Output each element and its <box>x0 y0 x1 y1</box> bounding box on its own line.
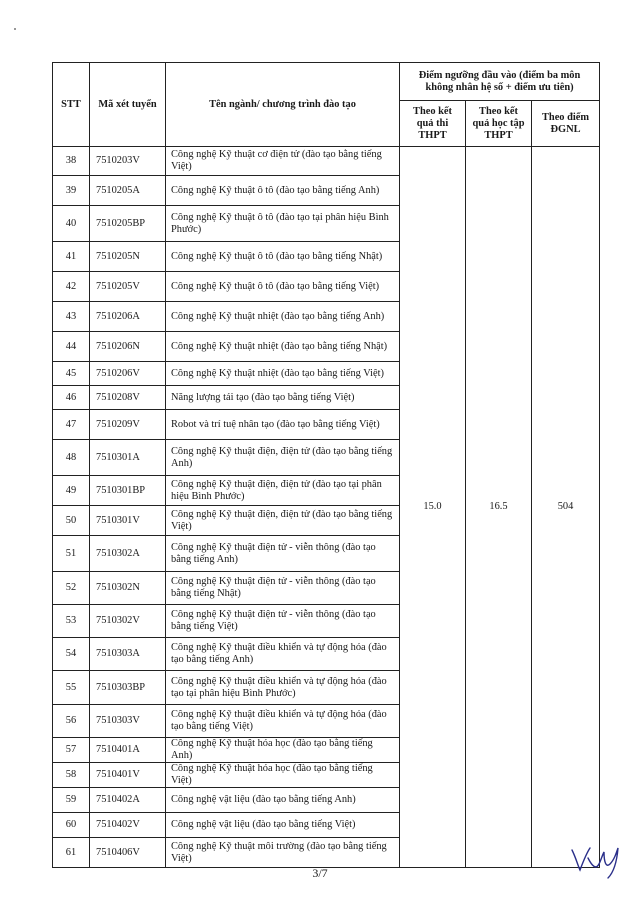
row-program-name: Công nghệ Kỹ thuật ô tô (đào tạo bằng tiếng Anh) <box>166 176 400 206</box>
row-admission-code: 7510203V <box>90 147 166 176</box>
row-admission-code: 7510402A <box>90 788 166 813</box>
row-stt: 38 <box>53 147 90 176</box>
row-stt: 57 <box>53 738 90 763</box>
row-stt: 41 <box>53 242 90 272</box>
row-program-name: Công nghệ Kỹ thuật hóa học (đào tạo bằng tiếng Việt) <box>166 763 400 788</box>
row-program-name: Công nghệ Kỹ thuật môi trường (đào tạo bằng tiếng Việt) <box>166 838 400 868</box>
row-program-name: Công nghệ Kỹ thuật nhiệt (đào tạo bằng tiếng Nhật) <box>166 332 400 362</box>
row-stt: 42 <box>53 272 90 302</box>
row-program-name: Công nghệ Kỹ thuật điều khiển và tự động hóa (đào tạo tại phân hiệu Bình Phước) <box>166 671 400 705</box>
page-number: 3/7 <box>312 866 328 880</box>
row-program-name: Công nghệ Kỹ thuật điện, điện tử (đào tạo bằng tiếng Anh) <box>166 440 400 476</box>
row-admission-code: 7510401A <box>90 738 166 763</box>
row-stt: 45 <box>53 362 90 386</box>
row-program-name: Công nghệ vật liệu (đào tạo bằng tiếng Việt) <box>166 813 400 838</box>
row-program-name: Công nghệ Kỹ thuật ô tô (đào tạo tại phân hiệu Bình Phước) <box>166 206 400 242</box>
row-admission-code: 7510206N <box>90 332 166 362</box>
row-admission-code: 7510301A <box>90 440 166 476</box>
row-stt: 60 <box>53 813 90 838</box>
row-admission-code: 7510303BP <box>90 671 166 705</box>
row-program-name: Robot và trí tuệ nhân tạo (đào tạo bằng tiếng Việt) <box>166 410 400 440</box>
row-admission-code: 7510301BP <box>90 476 166 506</box>
row-admission-code: 7510209V <box>90 410 166 440</box>
row-program-name: Công nghệ Kỹ thuật nhiệt (đào tạo bằng tiếng Việt) <box>166 362 400 386</box>
header-dgnl: Theo điểm ĐGNL <box>532 101 600 147</box>
row-stt: 54 <box>53 638 90 671</box>
row-stt: 55 <box>53 671 90 705</box>
header-threshold-group: Điểm ngưỡng đầu vào (điểm ba môn không nhân hệ số + điểm ưu tiên) <box>400 63 600 101</box>
row-stt: 56 <box>53 705 90 738</box>
row-program-name: Công nghệ Kỹ thuật nhiệt (đào tạo bằng tiếng Anh) <box>166 302 400 332</box>
row-admission-code: 7510303A <box>90 638 166 671</box>
row-admission-code: 7510303V <box>90 705 166 738</box>
header-stt: STT <box>53 63 90 147</box>
header-program: Tên ngành/ chương trình đào tạo <box>166 63 400 147</box>
signature-initials <box>568 840 630 880</box>
row-program-name: Công nghệ Kỹ thuật cơ điện tử (đào tạo bằng tiếng Việt) <box>166 147 400 176</box>
row-admission-code: 7510208V <box>90 386 166 410</box>
table-row <box>53 147 600 176</box>
row-stt: 58 <box>53 763 90 788</box>
row-stt: 49 <box>53 476 90 506</box>
row-admission-code: 7510205N <box>90 242 166 272</box>
admissions-threshold-table <box>52 62 600 868</box>
row-stt: 47 <box>53 410 90 440</box>
row-stt: 50 <box>53 506 90 536</box>
row-program-name: Công nghệ Kỹ thuật hóa học (đào tạo bằng tiếng Anh) <box>166 738 400 763</box>
row-program-name: Công nghệ Kỹ thuật điện tử - viễn thông (đào tạo bằng tiếng Nhật) <box>166 572 400 605</box>
row-program-name: Công nghệ Kỹ thuật điện tử - viễn thông (đào tạo bằng tiếng Anh) <box>166 536 400 572</box>
row-stt: 48 <box>53 440 90 476</box>
row-stt: 43 <box>53 302 90 332</box>
row-admission-code: 7510406V <box>90 838 166 868</box>
row-stt: 53 <box>53 605 90 638</box>
row-program-name: Công nghệ vật liệu (đào tạo bằng tiếng Anh) <box>166 788 400 813</box>
header-transcript: Theo kết quả học tập THPT <box>466 101 532 147</box>
row-program-name: Công nghệ Kỹ thuật điện, điện tử (đào tạo tại phân hiệu Bình Phước) <box>166 476 400 506</box>
row-program-name: Công nghệ Kỹ thuật ô tô (đào tạo bằng tiếng Việt) <box>166 272 400 302</box>
row-admission-code: 7510302A <box>90 536 166 572</box>
row-admission-code: 7510302N <box>90 572 166 605</box>
table-body <box>53 147 600 868</box>
row-admission-code: 7510205V <box>90 272 166 302</box>
row-admission-code: 7510301V <box>90 506 166 536</box>
row-program-name: Công nghệ Kỹ thuật điện, điện tử (đào tạo bằng tiếng Việt) <box>166 506 400 536</box>
row-stt: 39 <box>53 176 90 206</box>
row-admission-code: 7510401V <box>90 763 166 788</box>
row-program-name: Công nghệ Kỹ thuật điều khiển và tự động hóa (đào tạo bằng tiếng Việt) <box>166 705 400 738</box>
header-thpt-exam: Theo kết quả thi THPT <box>400 101 466 147</box>
row-stt: 44 <box>53 332 90 362</box>
row-stt: 51 <box>53 536 90 572</box>
row-admission-code: 7510206A <box>90 302 166 332</box>
score-hoc-tap: 16.5 <box>466 147 532 868</box>
row-program-name: Công nghệ Kỹ thuật ô tô (đào tạo bằng tiếng Nhật) <box>166 242 400 272</box>
row-admission-code: 7510206V <box>90 362 166 386</box>
row-stt: 59 <box>53 788 90 813</box>
row-admission-code: 7510205A <box>90 176 166 206</box>
row-program-name: Công nghệ Kỹ thuật điều khiển và tự động hóa (đào tạo bằng tiếng Anh) <box>166 638 400 671</box>
scan-speck <box>14 28 16 30</box>
row-stt: 40 <box>53 206 90 242</box>
row-admission-code: 7510205BP <box>90 206 166 242</box>
table-header <box>53 63 600 147</box>
row-program-name: Công nghệ Kỹ thuật điện tử - viễn thông (đào tạo bằng tiếng Việt) <box>166 605 400 638</box>
score-dgnl: 504 <box>532 147 600 868</box>
header-code: Mã xét tuyển <box>90 63 166 147</box>
row-program-name: Năng lượng tái tạo (đào tạo bằng tiếng Việt) <box>166 386 400 410</box>
row-admission-code: 7510402V <box>90 813 166 838</box>
row-admission-code: 7510302V <box>90 605 166 638</box>
score-thpt: 15.0 <box>400 147 466 868</box>
row-stt: 46 <box>53 386 90 410</box>
row-stt: 52 <box>53 572 90 605</box>
row-stt: 61 <box>53 838 90 868</box>
